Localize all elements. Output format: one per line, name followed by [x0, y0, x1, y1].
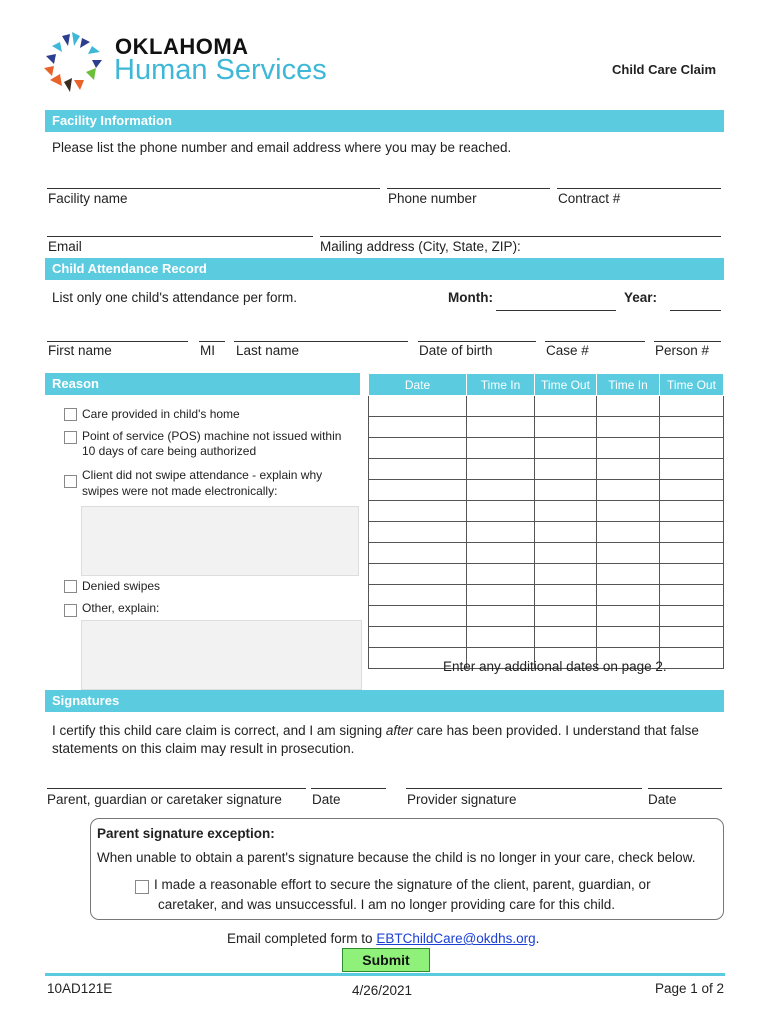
month-field[interactable] — [496, 310, 616, 311]
reason-other-label: Other, explain: — [82, 601, 160, 615]
attendance-cell-time-out-2[interactable] — [660, 564, 724, 585]
org-name-line1: OKLAHOMA — [115, 34, 249, 59]
additional-dates-note: Enter any additional dates on page 2. — [443, 659, 667, 674]
last-name-field[interactable] — [234, 341, 408, 342]
attendance-cell-time-in-1[interactable] — [467, 606, 535, 627]
attendance-cell-time-in-2[interactable] — [597, 480, 660, 501]
attendance-cell-time-in-1[interactable] — [467, 417, 535, 438]
mi-field[interactable] — [199, 341, 225, 342]
provider-signature-label: Provider signature — [407, 792, 517, 807]
col-time-in-2: Time In — [597, 374, 660, 396]
attendance-cell-time-in-2[interactable] — [597, 501, 660, 522]
attendance-cell-date[interactable] — [369, 480, 467, 501]
parent-signature-label: Parent, guardian or caretaker signature — [47, 792, 282, 807]
attendance-row — [369, 627, 724, 648]
col-time-out-1: Time Out — [535, 374, 597, 396]
attendance-cell-time-out-1[interactable] — [535, 438, 597, 459]
person-field[interactable] — [654, 341, 721, 342]
attendance-cell-date[interactable] — [369, 459, 467, 480]
attendance-cell-time-out-1[interactable] — [535, 396, 597, 417]
attendance-row — [369, 438, 724, 459]
mi-label: MI — [200, 343, 215, 358]
case-label: Case # — [546, 343, 589, 358]
certification-line-2: statements on this claim may result in prosecution. — [52, 741, 355, 756]
contract-field[interactable] — [557, 188, 721, 189]
attendance-cell-time-out-1[interactable] — [535, 522, 597, 543]
attendance-cell-time-out-2[interactable] — [660, 501, 724, 522]
attendance-cell-time-in-2[interactable] — [597, 396, 660, 417]
attendance-cell-time-out-2[interactable] — [660, 543, 724, 564]
attendance-row — [369, 585, 724, 606]
reason-other-checkbox[interactable] — [64, 604, 77, 617]
col-time-out-2: Time Out — [660, 374, 724, 396]
reason-swipe-label-2: swipes were not made electronically: — [82, 484, 278, 498]
attendance-cell-time-out-1[interactable] — [535, 501, 597, 522]
attendance-cell-time-out-1[interactable] — [535, 606, 597, 627]
form-title: Child Care Claim — [612, 62, 717, 77]
attendance-cell-date[interactable] — [369, 396, 467, 417]
reasonable-effort-label-2: caretaker, and was unsuccessful. I am no longer providing care for this child. — [158, 897, 615, 912]
attendance-cell-time-out-1[interactable] — [535, 459, 597, 480]
attendance-row — [369, 480, 724, 501]
attendance-cell-date[interactable] — [369, 585, 467, 606]
attendance-cell-date[interactable] — [369, 606, 467, 627]
exception-title: Parent signature exception: — [97, 826, 275, 841]
attendance-cell-time-out-1[interactable] — [535, 480, 597, 501]
first-name-label: First name — [48, 343, 112, 358]
attendance-cell-time-in-2[interactable] — [597, 606, 660, 627]
attendance-cell-time-out-1[interactable] — [535, 417, 597, 438]
reason-pos-label-2: 10 days of care being authorized — [82, 444, 257, 458]
facility-name-label: Facility name — [48, 191, 128, 206]
mailing-address-field[interactable] — [320, 236, 721, 237]
attendance-cell-date[interactable] — [369, 522, 467, 543]
attendance-cell-date[interactable] — [369, 543, 467, 564]
attendance-cell-time-in-2[interactable] — [597, 459, 660, 480]
attendance-cell-time-in-1[interactable] — [467, 480, 535, 501]
attendance-cell-time-out-2[interactable] — [660, 480, 724, 501]
attendance-row — [369, 396, 724, 417]
attendance-cell-time-in-1[interactable] — [467, 459, 535, 480]
email-instruction: Email completed form to EBTChildCare@okdhs.org. — [227, 931, 540, 946]
col-time-in-1: Time In — [467, 374, 535, 396]
email-label: Email — [48, 239, 82, 254]
attendance-cell-time-in-2[interactable] — [597, 585, 660, 606]
reason-home-checkbox[interactable] — [64, 408, 77, 421]
reason-pos-checkbox[interactable] — [64, 431, 77, 444]
footer-divider — [45, 973, 725, 976]
swipe-explain-textarea[interactable] — [81, 506, 359, 576]
dob-field[interactable] — [418, 341, 536, 342]
attendance-cell-time-in-1[interactable] — [467, 501, 535, 522]
dob-label: Date of birth — [419, 343, 493, 358]
attendance-row — [369, 522, 724, 543]
attendance-cell-date[interactable] — [369, 627, 467, 648]
attendance-cell-time-in-2[interactable] — [597, 627, 660, 648]
parent-signature-field[interactable] — [47, 788, 306, 789]
attendance-cell-time-out-2[interactable] — [660, 648, 724, 669]
attendance-row — [369, 417, 724, 438]
reason-swipe-checkbox[interactable] — [64, 475, 77, 488]
email-field[interactable] — [47, 236, 313, 237]
parent-date-field[interactable] — [311, 788, 386, 789]
attendance-cell-date[interactable] — [369, 564, 467, 585]
case-field[interactable] — [545, 341, 645, 342]
certification-line-1: I certify this child care claim is correct, and I am signing after care has been provided. I understand that false — [52, 723, 699, 738]
attendance-cell-time-in-1[interactable] — [467, 543, 535, 564]
attendance-row — [369, 501, 724, 522]
attendance-cell-date[interactable] — [369, 417, 467, 438]
attendance-cell-time-out-2[interactable] — [660, 585, 724, 606]
attendance-record-bar: Child Attendance Record — [45, 258, 724, 280]
reason-home-label: Care provided in child's home — [82, 407, 240, 421]
reasonable-effort-label-1: I made a reasonable effort to secure the signature of the client, parent, guardian, or — [154, 877, 651, 892]
year-field[interactable] — [670, 310, 721, 311]
exception-text: When unable to obtain a parent's signature because the child is no longer in your care, check below. — [97, 850, 696, 865]
parent-date-label: Date — [312, 792, 341, 807]
org-name-line2: Human Services — [114, 54, 327, 86]
reason-bar: Reason — [45, 373, 360, 395]
first-name-field[interactable] — [47, 341, 188, 342]
phone-field[interactable] — [387, 188, 550, 189]
attendance-cell-time-out-2[interactable] — [660, 396, 724, 417]
provider-signature-field[interactable] — [406, 788, 642, 789]
year-label: Year: — [624, 290, 658, 305]
facility-info-bar: Facility Information — [45, 110, 724, 132]
attendance-instruction: List only one child's attendance per form. — [52, 290, 297, 305]
attendance-cell-time-out-2[interactable] — [660, 417, 724, 438]
attendance-table — [368, 373, 724, 669]
attendance-cell-time-out-2[interactable] — [660, 438, 724, 459]
attendance-cell-time-in-1[interactable] — [467, 564, 535, 585]
provider-date-field[interactable] — [648, 788, 722, 789]
reason-pos-label-1: Point of service (POS) machine not issued within — [82, 429, 342, 443]
signatures-bar: Signatures — [45, 690, 724, 712]
attendance-cell-time-out-2[interactable] — [660, 606, 724, 627]
attendance-row — [369, 459, 724, 480]
attendance-cell-date[interactable] — [369, 501, 467, 522]
attendance-cell-date[interactable] — [369, 438, 467, 459]
attendance-cell-time-out-1[interactable] — [535, 627, 597, 648]
mailing-address-label: Mailing address (City, State, ZIP): — [320, 239, 521, 254]
facility-instruction: Please list the phone number and email address where you may be reached. — [52, 140, 512, 155]
ohs-logo-icon — [42, 32, 106, 96]
attendance-cell-time-in-2[interactable] — [597, 543, 660, 564]
other-explain-textarea[interactable] — [81, 620, 362, 690]
reason-denied-label: Denied swipes — [82, 579, 161, 593]
attendance-row — [369, 564, 724, 585]
form-number: 10AD121E — [47, 981, 113, 996]
attendance-cell-time-in-2[interactable] — [597, 564, 660, 585]
attendance-row — [369, 543, 724, 564]
last-name-label: Last name — [236, 343, 300, 358]
attendance-cell-time-in-2[interactable] — [597, 417, 660, 438]
attendance-cell-time-in-1[interactable] — [467, 396, 535, 417]
attendance-cell-time-out-2[interactable] — [660, 522, 724, 543]
col-date: Date — [369, 374, 467, 396]
reasonable-effort-checkbox[interactable] — [135, 880, 149, 894]
attendance-cell-time-in-1[interactable] — [467, 627, 535, 648]
facility-name-field[interactable] — [47, 188, 380, 189]
person-label: Person # — [655, 343, 710, 358]
phone-label: Phone number — [388, 191, 477, 206]
attendance-cell-time-in-1[interactable] — [467, 585, 535, 606]
attendance-cell-time-in-1[interactable] — [467, 522, 535, 543]
provider-date-label: Date — [648, 792, 677, 807]
attendance-cell-time-out-1[interactable] — [535, 585, 597, 606]
reason-denied-checkbox[interactable] — [64, 580, 77, 593]
ebt-email-link[interactable]: EBTChildCare@okdhs.org — [376, 931, 536, 946]
attendance-cell-time-in-2[interactable] — [597, 522, 660, 543]
contract-label: Contract # — [558, 191, 621, 206]
attendance-cell-time-out-1[interactable] — [535, 564, 597, 585]
attendance-cell-time-in-1[interactable] — [467, 438, 535, 459]
attendance-cell-time-out-2[interactable] — [660, 459, 724, 480]
form-date: 4/26/2021 — [352, 983, 413, 998]
month-label: Month: — [448, 290, 493, 305]
reason-swipe-label-1: Client did not swipe attendance - explain why — [82, 468, 323, 482]
attendance-cell-time-out-1[interactable] — [535, 543, 597, 564]
attendance-cell-time-in-2[interactable] — [597, 438, 660, 459]
attendance-row — [369, 606, 724, 627]
attendance-cell-time-out-2[interactable] — [660, 627, 724, 648]
submit-button[interactable]: Submit — [342, 948, 430, 972]
page-number: Page 1 of 2 — [655, 981, 725, 996]
